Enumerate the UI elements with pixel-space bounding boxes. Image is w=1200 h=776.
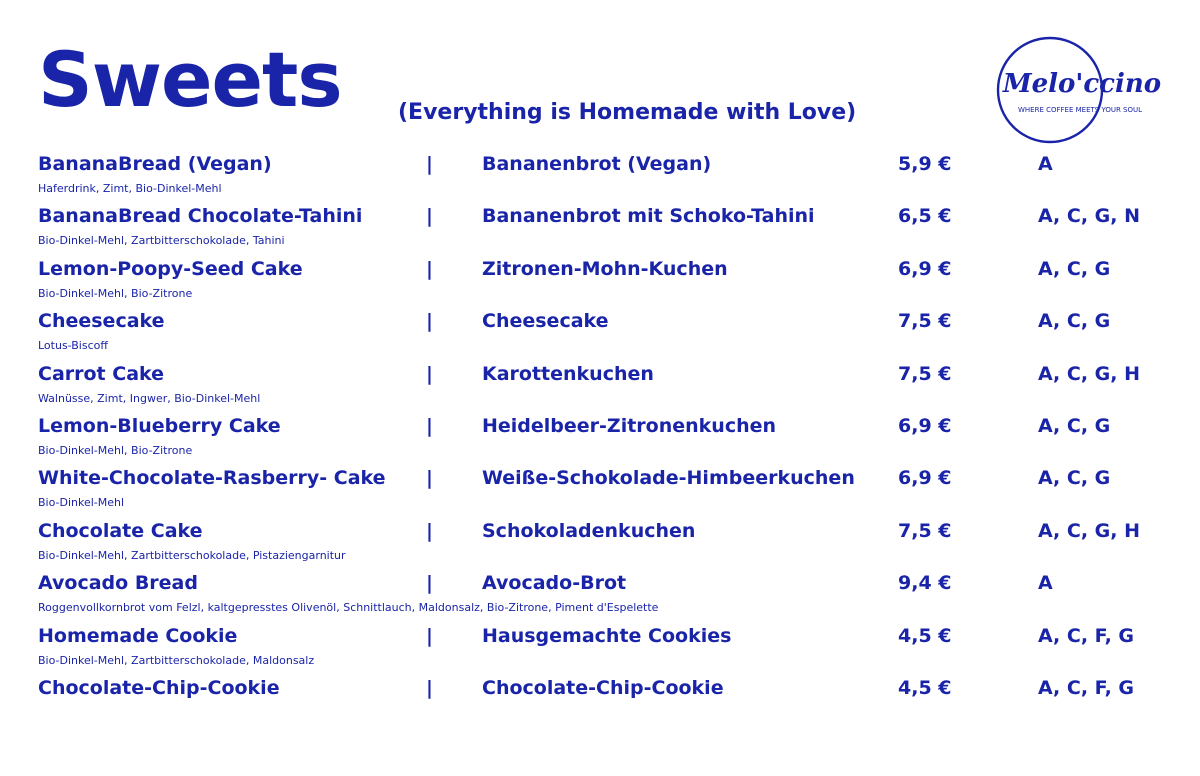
item-allergens: A xyxy=(1038,572,1053,595)
item-price: 4,5 € xyxy=(898,677,952,699)
item-ingredients: Bio-Dinkel-Mehl, Zartbitterschokolade, Maldonsalz xyxy=(38,653,315,667)
menu-item-row xyxy=(0,410,1200,462)
item-allergens: A, C, G, H xyxy=(1038,519,1140,542)
item-name-en: Cheesecake xyxy=(38,310,165,333)
column-separator: | xyxy=(426,624,433,647)
menu-item-row xyxy=(0,567,1200,619)
item-name-en: BananaBread (Vegan) xyxy=(38,153,272,175)
menu-item-row xyxy=(0,253,1200,305)
item-price: 7,5 € xyxy=(898,362,952,385)
column-separator: | xyxy=(426,205,433,228)
item-allergens: A, C, F, G xyxy=(1038,677,1135,699)
item-allergens: A, C, G xyxy=(1038,310,1111,333)
column-separator: | xyxy=(426,153,433,175)
item-allergens: A, C, G, N xyxy=(1038,205,1140,228)
item-allergens: A xyxy=(1038,153,1053,175)
item-price: 6,9 € xyxy=(898,257,952,280)
item-name-en: Lemon-Poopy-Seed Cake xyxy=(38,257,303,280)
item-ingredients: Bio-Dinkel-Mehl, Zartbitterschokolade, Pistaziengarnitur xyxy=(38,548,346,562)
item-price: 7,5 € xyxy=(898,310,952,333)
item-ingredients: Bio-Dinkel-Mehl, Zartbitterschokolade, Tahini xyxy=(38,234,285,248)
item-ingredients: Bio-Dinkel-Mehl xyxy=(38,496,125,510)
item-name-de: Hausgemachte Cookies xyxy=(482,624,732,647)
item-ingredients: Bio-Dinkel-Mehl, Bio-Zitrone xyxy=(38,444,193,457)
item-name-en: Carrot Cake xyxy=(38,362,165,385)
column-separator: | xyxy=(426,415,433,437)
logo-tagline: WHERE COFFEE MEETS YOUR SOUL xyxy=(1017,106,1143,114)
item-allergens: A, C, G xyxy=(1038,257,1111,280)
menu-item-row xyxy=(0,515,1200,567)
page-subtitle: (Everything is Homemade with Love) xyxy=(398,100,857,125)
item-price: 4,5 € xyxy=(898,624,952,647)
menu-item-row xyxy=(0,305,1200,357)
menu-item-row xyxy=(0,358,1200,410)
item-ingredients: Walnüsse, Zimt, Ingwer, Bio-Dinkel-Mehl xyxy=(38,391,261,405)
item-allergens: A, C, G xyxy=(1038,415,1111,437)
menu-item-row xyxy=(0,462,1200,514)
item-price: 6,5 € xyxy=(898,205,952,228)
item-ingredients: Lotus-Biscoff xyxy=(38,339,108,353)
page-title: Sweets xyxy=(38,35,342,124)
item-name-en: Chocolate Cake xyxy=(38,519,203,542)
item-name-de: Zitronen-Mohn-Kuchen xyxy=(482,257,728,280)
column-separator: | xyxy=(426,257,433,280)
menu-item-row xyxy=(0,200,1200,252)
item-price: 5,9 € xyxy=(898,153,952,175)
item-ingredients: Haferdrink, Zimt, Bio-Dinkel-Mehl xyxy=(38,182,222,195)
item-allergens: A, C, G xyxy=(1038,467,1111,490)
item-allergens: A, C, F, G xyxy=(1038,624,1135,647)
menu-item-row xyxy=(0,620,1200,672)
menu-item-row xyxy=(0,148,1200,200)
item-name-en: Homemade Cookie xyxy=(38,624,238,647)
item-name-de: Cheesecake xyxy=(482,310,609,333)
logo-emblem-icon xyxy=(984,36,1184,144)
column-separator: | xyxy=(426,519,433,542)
item-name-en: Avocado Bread xyxy=(38,572,198,595)
item-price: 6,9 € xyxy=(898,467,952,490)
item-price: 9,4 € xyxy=(898,572,952,595)
logo-wordmark: Melo'ccino xyxy=(1002,69,1162,99)
column-separator: | xyxy=(426,677,433,699)
item-name-de: Karottenkuchen xyxy=(482,362,654,385)
column-separator: | xyxy=(426,310,433,333)
item-name-de: Schokoladenkuchen xyxy=(482,519,696,542)
item-allergens: A, C, G, H xyxy=(1038,362,1140,385)
item-name-en: White-Chocolate-Rasberry- Cake xyxy=(38,467,386,490)
column-separator: | xyxy=(426,572,433,595)
item-ingredients: Bio-Dinkel-Mehl, Bio-Zitrone xyxy=(38,286,193,300)
item-name-de: Bananenbrot mit Schoko-Tahini xyxy=(482,205,815,228)
item-ingredients: Roggenvollkornbrot vom Felzl, kaltgepresstes Olivenöl, Schnittlauch, Maldonsalz, Bio-Zitrone, Piment d'Espelette xyxy=(38,601,659,615)
item-name-de: Avocado-Brot xyxy=(482,572,627,595)
item-name-de: Heidelbeer-Zitronenkuchen xyxy=(482,415,777,437)
brand-logo xyxy=(984,36,1184,144)
item-name-de: Bananenbrot (Vegan) xyxy=(482,153,712,175)
column-separator: | xyxy=(426,362,433,385)
menu-item-row xyxy=(0,672,1200,724)
item-name-de: Weiße-Schokolade-Himbeerkuchen xyxy=(482,467,855,490)
item-name-en: Lemon-Blueberry Cake xyxy=(38,415,281,437)
item-price: 6,9 € xyxy=(898,415,952,437)
item-name-de: Chocolate-Chip-Cookie xyxy=(482,677,724,699)
item-price: 7,5 € xyxy=(898,519,952,542)
column-separator: | xyxy=(426,467,433,490)
item-name-en: BananaBread Chocolate-Tahini xyxy=(38,205,363,228)
item-name-en: Chocolate-Chip-Cookie xyxy=(38,677,280,699)
